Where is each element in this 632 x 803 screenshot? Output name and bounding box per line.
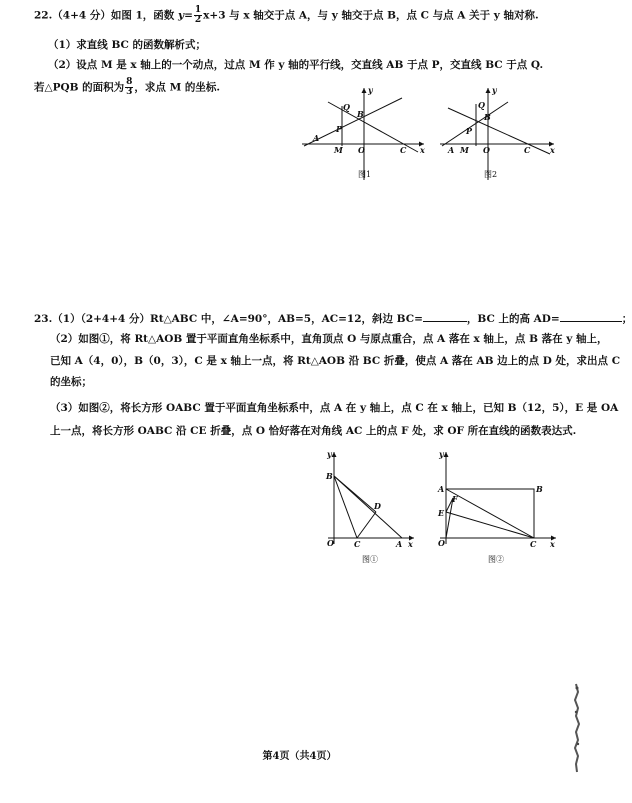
- label-p: P: [336, 124, 343, 134]
- label-a: A: [438, 484, 445, 494]
- q22-stem-start: 22.（4+4 分）如图 1，函数: [34, 9, 178, 22]
- q22-stem-end: x+3 与 x 轴交于点 A，与 y 轴交于点 B，点 C 与点 A 关于 y 轴对称.: [203, 9, 539, 22]
- label-m: M: [334, 145, 343, 155]
- fig2-caption: 图②: [488, 555, 504, 564]
- q22-slope-denominator: 2: [194, 15, 202, 25]
- q22-figure-2: [436, 84, 560, 184]
- q22-part2-area: [34, 78, 220, 97]
- line-ab: [442, 102, 508, 146]
- label-x: x: [550, 539, 555, 549]
- arrow-y: [486, 88, 491, 93]
- answer-blank-bc[interactable]: [423, 311, 467, 322]
- q22-part2: （2）设点 M 是 x 轴上的一个动点，过点 M 作 y 轴的平行线，交直线 AB 于点 P，交直线 BC 于点 Q.: [48, 59, 544, 71]
- label-d: D: [374, 501, 381, 511]
- label-c: C: [524, 145, 531, 155]
- label-f: F: [452, 494, 458, 504]
- q23-part3-line1: （3）如图②，将长方形 OABC 置于平面直角坐标系中，点 A 在 y 轴上，点 C 在 x 轴上，已知 B（12，5），E 是 OA: [50, 402, 619, 414]
- label-e: E: [438, 508, 445, 518]
- label-m: M: [460, 145, 469, 155]
- label-b: B: [326, 471, 333, 481]
- q22-figure-1: [298, 84, 430, 184]
- label-a: A: [396, 539, 403, 549]
- q22-func-y: y: [177, 9, 185, 22]
- label-x: x: [420, 145, 425, 155]
- fig1-caption: 图①: [362, 555, 378, 564]
- fig1-caption: 图1: [358, 170, 372, 179]
- q23-stem-start: 23.（1）（2+4+4 分）Rt△ABC 中，∠A=90°，AB=5，AC=12，斜边 BC=: [34, 313, 423, 325]
- label-o: O: [483, 145, 490, 155]
- q23-part2-line1: （2）如图①，将 Rt△AOB 置于平面直角坐标系中，直角顶点 O 与原点重合，点 A 落在 x 轴上，点 B 落在 y 轴上，: [50, 333, 608, 345]
- label-c: C: [400, 145, 407, 155]
- label-y: y: [439, 449, 444, 459]
- q23-figure-2: [432, 446, 562, 566]
- diagonal-ac: [446, 489, 534, 538]
- page-footer: 第4页（共4页）: [262, 751, 337, 762]
- label-q: Q: [343, 102, 350, 112]
- arrow-y: [332, 452, 337, 457]
- q23-part3-line2: 上一点，将长方形 OABC 沿 CE 折叠，点 O 恰好落在对角线 AC 上的点 F 处，求 OF 所在直线的函数表达式.: [50, 425, 577, 437]
- segment-ce: [446, 512, 534, 538]
- label-y: y: [492, 85, 497, 95]
- fig2-caption: 图2: [484, 170, 498, 179]
- q22-area-numerator: 8: [126, 77, 133, 87]
- arrow-y: [444, 452, 449, 457]
- q23-stem: [34, 311, 632, 326]
- q23-stem-middle: ，BC 上的高 AD=: [466, 313, 560, 325]
- q22-slope-fraction: [194, 6, 202, 25]
- label-p: P: [466, 126, 473, 136]
- answer-blank-ad[interactable]: [560, 311, 622, 322]
- label-q: Q: [478, 100, 485, 110]
- label-x: x: [550, 145, 555, 155]
- label-x: x: [408, 539, 413, 549]
- q22-area-fraction: [125, 78, 133, 97]
- label-c: C: [354, 539, 361, 549]
- q22-area-suffix: ，求点 M 的坐标.: [134, 81, 221, 94]
- q23-figure-1: [318, 446, 418, 566]
- q22-func-eq: =: [184, 9, 193, 22]
- label-o: O: [358, 145, 365, 155]
- arrow-y: [362, 88, 367, 93]
- q22-area-prefix: 若△PQB 的面积为: [34, 81, 125, 94]
- label-b: B: [536, 484, 543, 494]
- label-a: A: [448, 145, 455, 155]
- q23-part2-line2: 已知 A（4，0），B（0，3），C 是 x 轴上一点，将 Rt△AOB 沿 BC 折叠，使点 A 落在 AB 边上的点 D 处，求出点 C: [50, 355, 621, 367]
- label-o: O: [327, 538, 334, 548]
- q22-slope-numerator: 1: [194, 5, 202, 15]
- label-y: y: [368, 85, 373, 95]
- label-c: C: [530, 539, 537, 549]
- q22-stem: [34, 6, 539, 25]
- q22-area-denominator: 3: [126, 87, 133, 97]
- label-o: O: [438, 538, 445, 548]
- label-y: y: [327, 449, 332, 459]
- label-b: B: [357, 109, 364, 119]
- q23-part2-line3: 的坐标；: [50, 376, 92, 388]
- segment-cd: [357, 512, 376, 538]
- q23-stem-end: ；: [621, 313, 632, 325]
- label-b: B: [484, 112, 491, 122]
- q22-part1: （1）求直线 BC 的函数解析式；: [48, 39, 207, 51]
- label-a: A: [313, 133, 320, 143]
